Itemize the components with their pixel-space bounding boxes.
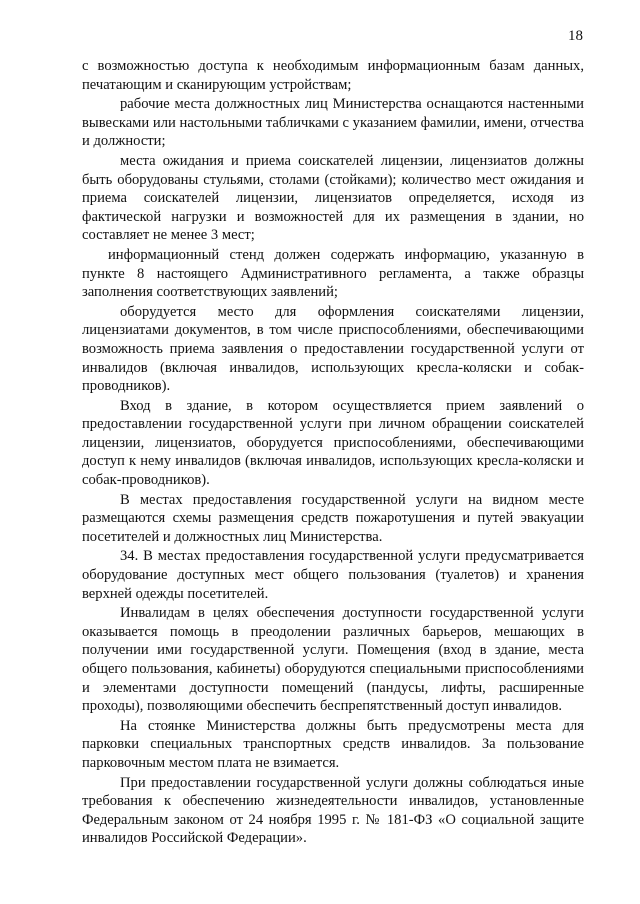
paragraph-info-stand: информационный стенд должен содержать информацию, указанную в пункте 8 настоящего Административного регламента, а также образцы заполнения соответствующих заявлений;	[82, 246, 584, 301]
document-body	[82, 57, 584, 849]
paragraph-parking: На стоянке Министерства должны быть предусмотрены места для парковки специальных транспортных средств инвалидов. За пользование парковочным местом плата не взимается.	[82, 717, 584, 771]
paragraph-continuation: с возможностью доступа к необходимым информационным базам данных, печатающим и сканирующим устройствам;	[82, 58, 584, 93]
paragraph-accessibility: Инвалидам в целях обеспечения доступности государственной услуги оказывается помощь в преодолении различных барьеров, мешающих в получении ими государственной услуги. Помещения (вход в здание, места общего пользования, кабинеты) оборудуются специальными приспособлениями и элементами доступности помещений (пандусы, лифты, расширенные проходы), позволяющими обеспечить беспрепятственный доступ инвалидов.	[82, 605, 584, 715]
paragraph-document-place: оборудуется место для оформления соискателями лицензии, лицензиатами документов, в том числе приспособлениями, обеспечивающими возможность приема заявления о предоставлении государственной услуги от инвалидов (включая инвалидов, использующих кресла-коляски и собак-проводников).	[82, 303, 584, 395]
page-number: 18	[568, 28, 583, 44]
paragraph-federal-law: При предоставлении государственной услуги должны соблюдаться иные требования к обеспечению жизнедеятельности инвалидов, установленные Федеральным законом от 24 ноября 1995 г. № 181-ФЗ «О социальной защите инвалидов Российской Федерации».	[82, 774, 584, 847]
paragraph-workplaces: рабочие места должностных лиц Министерства оснащаются настенными вывесками или настольными табличками с указанием фамилии, имени, отчества и должности;	[82, 96, 584, 150]
paragraph-entrance: Вход в здание, в котором осуществляется прием заявлений о предоставлении государственной услуги при личном обращении соискателей лицензии, лицензиатов, оборудуется приспособлениями, обеспечивающими доступ к нему инвалидов (включая инвалидов, использующих кресла-коляски и собак-проводников).	[82, 397, 584, 489]
paragraph-evacuation-schemes: В местах предоставления государственной услуги на видном месте размещаются схемы размещения средств пожаротушения и путей эвакуации посетителей и должностных лиц Министерства.	[82, 491, 584, 545]
paragraph-item-34: 34. В местах предоставления государственной услуги предусматривается оборудование доступных мест общего пользования (туалетов) и хранения верхней одежды посетителей.	[82, 548, 584, 602]
paragraph-waiting-places: места ожидания и приема соискателей лицензии, лицензиатов должны быть оборудованы стульями, столами (стойками); количество мест ожидания и приема соискателей лицензии, лицензиатов определяется, исходя из фактической нагрузки и возможностей для их размещения в здании, но составляет не менее 3 мест;	[82, 152, 584, 244]
